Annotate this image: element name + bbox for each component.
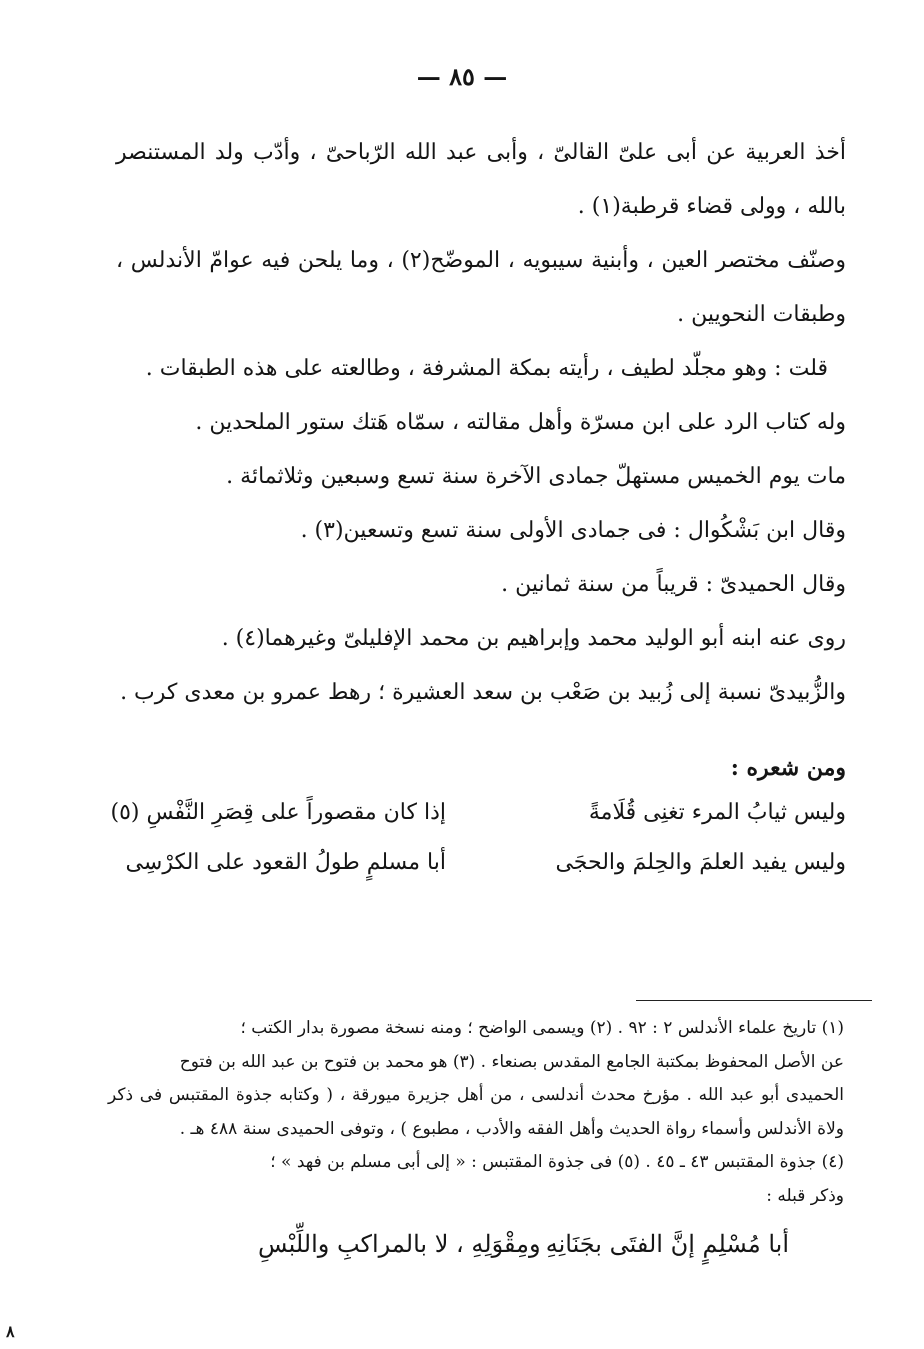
footnote-line: (١) تاريخ علماء الأندلس ٢ : ٩٢ . (٢) ويسمى الواضح ؛ ومنه نسخة مصورة بدار الكتب ؛ <box>240 1018 844 1038</box>
signature-mark: ٨ <box>6 1322 15 1341</box>
text-line: وله كتاب الرد على ابن مسرّة وأهل مقالته ، سمّاه هَتك ستور الملحدين . <box>195 410 846 435</box>
text-line: بالله ، وولى قضاء قرطبة(١) . <box>577 194 846 219</box>
text-line: وقال ابن بَشْكُوال : فى جمادى الأولى سنة تسع وتسعين(٣) . <box>300 518 846 543</box>
page-number: — ٨٥ — <box>416 62 508 91</box>
text-line: وصنّف مختصر العين ، وأبنية سيبويه ، الموضّح(٢) ، وما يلحن فيه عوامّ الأندلس ، <box>116 248 846 273</box>
footnote-line: الحميدى أبو عبد الله . مؤرخ محدث أندلسى ، من أهل جزيرة ميورقة ، ( وكتابه جذوة المقتبس فى ذكر <box>108 1085 844 1105</box>
footnote-verse <box>108 1219 844 1269</box>
verse-second-hemistich: أبا مسلمٍ طولُ القعود على الكرْسِى <box>125 850 446 875</box>
text-line: أخذ العربية عن أبى علىّ القالىّ ، وأبى عبد الله الرّباحىّ ، وأدّب ولد المستنصر <box>116 140 846 165</box>
text-line: قلت : وهو مجلّد لطيف ، رأيته بمكة المشرفة ، وطالعته على هذه الطبقات . <box>145 356 828 381</box>
main-text <box>110 126 846 888</box>
poetry-intro: ومن شعره : <box>730 755 846 781</box>
footnote-line: (٤) جذوة المقتبس ٤٣ ـ ٤٥ . (٥) فى جذوة المقتبس : « إلى أبى مسلم بن فهد » ؛ <box>270 1152 844 1172</box>
verse-first-hemistich: وليس يفيد العلمَ والحِلمَ والحجَى <box>555 850 846 875</box>
spacer <box>116 720 846 748</box>
verse-first-hemistich: وليس ثيابُ المرء تغنِى قُلَامةً <box>588 800 846 825</box>
footnote-line: وذكر قبله : <box>766 1185 844 1206</box>
footnote-divider <box>636 1000 872 1001</box>
verse-second-hemistich: إذا كان مقصوراً على قِصَرِ النَّفْسِ (٥) <box>110 800 446 825</box>
text-line: روى عنه ابنه أبو الوليد محمد وإبراهيم بن محمد الإفليلىّ وغيرهما(٤) . <box>221 626 846 651</box>
text-line: وقال الحميدىّ : قريباً من سنة ثمانين . <box>501 572 846 597</box>
footnote-line: عن الأصل المحفوظ بمكتبة الجامع المقدس بصنعاء . (٣) هو محمد بن فتوح بن عبد الله بن فتوح <box>179 1051 844 1072</box>
verse-row <box>116 838 846 888</box>
footnote-verse-second: ومِقْوَلِهِ ، لا بالمراكبِ واللِّبْسِ <box>258 1230 541 1258</box>
text-line: والزُّبيدىّ نسبة إلى زُبيد بن صَعْب بن سعد العشيرة ؛ رهط عمرو بن معدى كرب . <box>120 680 846 705</box>
text-line: مات يوم الخميس مستهلّ جمادى الآخرة سنة تسع وسبعين وثلاثمائة . <box>226 464 846 489</box>
footnotes <box>108 1012 844 1269</box>
footnote-line: ولاة الأندلس وأسماء رواة الحديث وأهل الفقه والأدب ، مطبوع ) ، وتوفى الحميدى سنة ٤٨٨ هـ . <box>179 1118 844 1139</box>
footnote-verse-first: أبا مُسْلِمٍ إنَّ الفتَى بجَنَانِهِ <box>545 1230 789 1258</box>
verse-row <box>110 788 846 838</box>
text-line: وطبقات النحويين . <box>677 302 846 327</box>
